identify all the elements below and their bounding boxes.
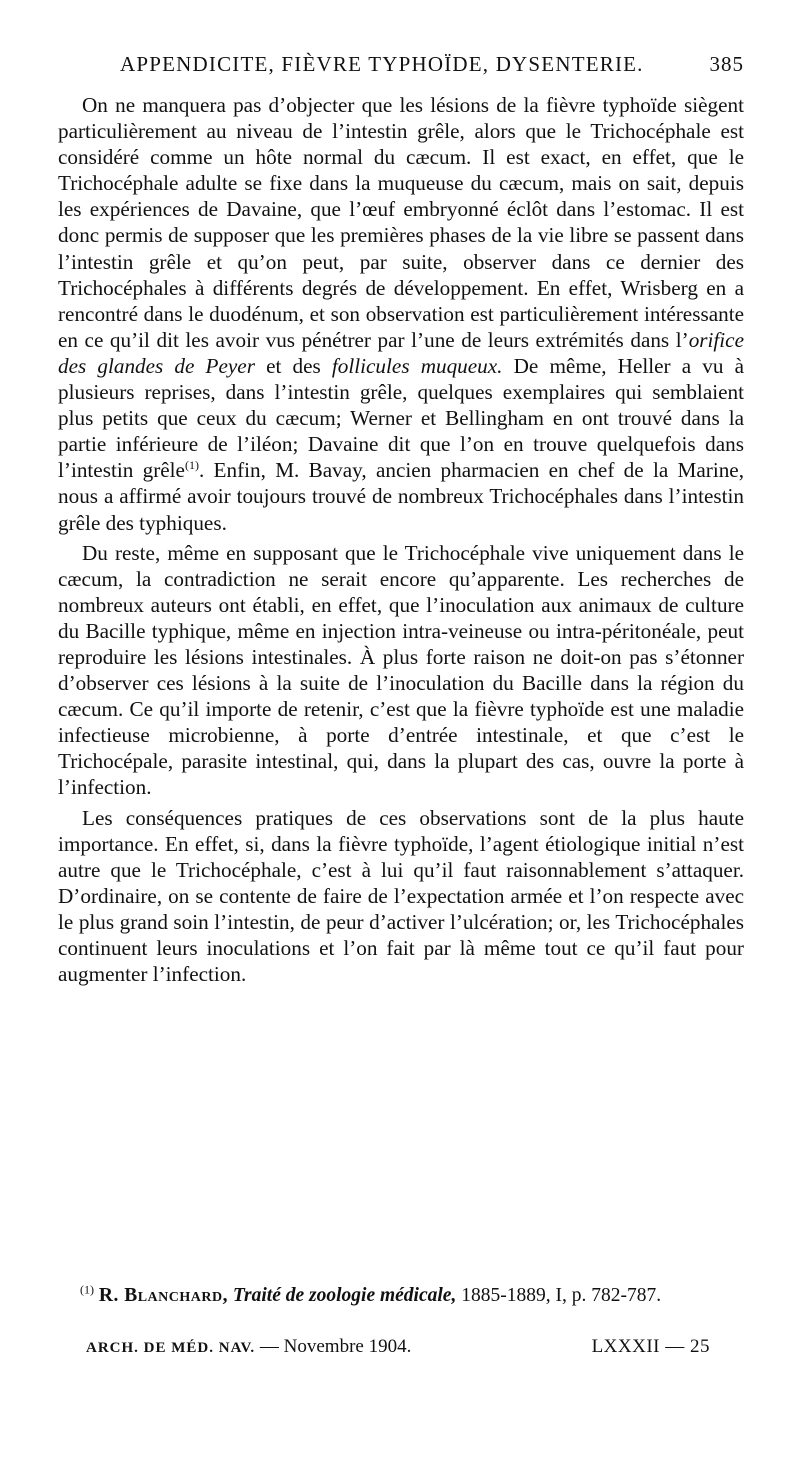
footer-date: — Novembre 1904. xyxy=(259,1336,412,1357)
page-number: 385 xyxy=(709,52,744,76)
footnote-author: R. Blanchard, xyxy=(98,1285,228,1306)
paragraph-3: Les conséquences pratiques de ces observations sont de la plus haute importance. En effet, si, dans la fièvre typhoïde, l’agent étiologique initial n’est autre que le Trichocéphale, c’est à lui qu’il faut raisonnablement s’attaquer. D’ordinaire, on se contente de faire de l’expectation armée et l’on respecte avec le plus grand soin l’intestin, de peur d’activer l’ulcération; or, les Trichocéphales continuent leurs inoculations et l’on fait par là même tout ce qu’il faut pour augmenter l’infection. xyxy=(58,805,744,987)
paragraph-1-text-1: On ne manquera pas d’objecter que les lésions de la fièvre typhoïde siègent particulièrement au niveau de l’intestin grêle, alors que le Trichocéphale est considéré comme un hôte normal du cæcum. Il est exact, en effet, que le Trichocéphale adulte se fixe dans la muqueuse du cæcum, mais on sait, depuis les expériences de Davaine, que l’œuf embryonné éclôt dans l’estomac. Il est donc permis de supposer que les premières phases de la vie libre se passent dans l’intestin grêle et qu’on peut, par suite, observer dans ce dernier des Trichocéphales à différents degrés de développement. En effet, Wrisberg en a rencontré dans le duodénum, et son observation est particulièrement intéressante en ce qu’il dit les avoir vus pénétrer par l’une de leurs extrémités dans l’ xyxy=(58,93,744,352)
paragraph-1-italic-orifice: orifice des glandes de Peyer xyxy=(58,327,744,378)
running-header xyxy=(58,52,744,86)
paragraph-1-text-3: De même, Heller a vu à plusieurs reprises, dans l’intestin grêle, quelques exemplaires qui semblaient plus petits que ceux du cæcum; Werner et Bellingham en ont trouvé dans la partie inférieure de l’iléon; Davaine dit que l’on en trouve quelquefois dans l’intestin grêle xyxy=(58,353,744,483)
page-footer xyxy=(86,1336,710,1358)
footnote-mark: (1) xyxy=(80,1282,94,1297)
footnote-work-title: Traité de zoologie médicale, xyxy=(232,1285,457,1306)
signature-mark: LXXXII — 25 xyxy=(591,1336,710,1357)
paragraph-1-text-4: . Enfin, M. Bavay, ancien pharmacien en chef de la Marine, nous a affirmé avoir toujours trouvé de nombreux Trichocéphales dans l’intestin grêle des typhiques. xyxy=(58,458,745,535)
running-title: APPENDICITE, FIÈVRE TYPHOÏDE, DYSENTERIE. xyxy=(120,52,644,76)
footnote xyxy=(58,1282,744,1310)
paragraph-1-italic-follicules: follicules muqueux. xyxy=(331,353,503,378)
footnote-citation: 1885-1889, I, p. 782-787. xyxy=(456,1285,662,1306)
body-text xyxy=(58,92,744,987)
paragraph-1 xyxy=(58,92,744,536)
footer-issue xyxy=(86,1336,411,1358)
footnote-reference: (1) xyxy=(184,458,199,473)
paragraph-2: Du reste, même en supposant que le Trichocéphale vive uniquement dans le cæcum, la contradiction ne serait encore qu’apparente. Les recherches de nombreux auteurs ont établi, en effet, que l’inoculation aux animaux de culture du Bacille typhique, même en injection intra-veineuse ou intra-péritonéale, peut reproduire les lésions intestinales. À plus forte raison ne doit-on pas s’étonner d’observer ces lésions à la suite de l’inoculation du Bacille dans la région du cæcum. Ce qu’il importe de retenir, c’est que la fièvre typhoïde est une maladie infectieuse microbienne, à porte d’entrée intestinale, et que c’est le Trichocépale, parasite intestinal, qui, dans la plupart des cas, ouvre la porte à l’infection. xyxy=(58,540,744,800)
footer-journal: ARCH. DE MÉD. NAV. xyxy=(86,1340,256,1356)
paragraph-1-text-2: et des xyxy=(254,353,332,378)
